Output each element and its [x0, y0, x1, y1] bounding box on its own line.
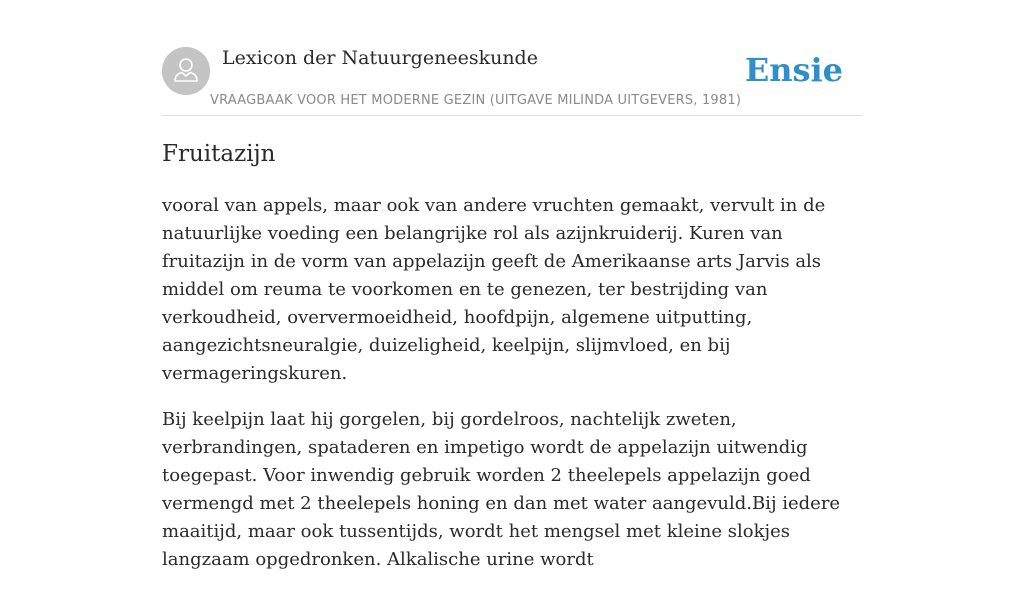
page-header [162, 46, 862, 116]
article-title: Fruitazijn [162, 141, 276, 167]
header-divider [162, 115, 862, 116]
article-paragraph: Bij keelpijn laat hij gorgelen, bij gordelroos, nachtelijk zweten, verbrandingen, spataderen en impetigo wordt de appelazijn uitwendig toegepast. Voor inwendig gebruik worden 2 theelepels appelazijn goed vermengd met 2 theelepels honing en dan met water aangevuld.Bij iedere maaitijd, maar ook tussentijds, wordt het mengsel met kleine slokjes langzaam opgedronken. Alkalische urine wordt [162, 409, 841, 570]
user-silhouette-icon[interactable] [162, 47, 210, 95]
article-body [162, 192, 862, 592]
ensie-logo[interactable]: Ensie [744, 51, 843, 89]
article-paragraph: vooral van appels, maar ook van andere vruchten gemaakt, vervult in de natuurlijke voeding een belangrijke rol als azijnkruiderij. Kuren van fruitazijn in de vorm van appelazijn geeft de Amerikaanse arts Jarvis als middel om reuma te voorkomen en te genezen, ter bestrijding van verkoudheid, oververmoeidheid, hoofdpijn, algemene uitputting, aangezichtsneuralgie, duizeligheid, keelpijn, slijmvloed, en bij vermageringskuren. [162, 195, 826, 384]
book-subtitle: VRAAGBAAK VOOR HET MODERNE GEZIN (UITGAVE MILINDA UITGEVERS, 1981) [210, 93, 742, 108]
book-title[interactable]: Lexicon der Natuurgeneeskunde [222, 47, 538, 69]
